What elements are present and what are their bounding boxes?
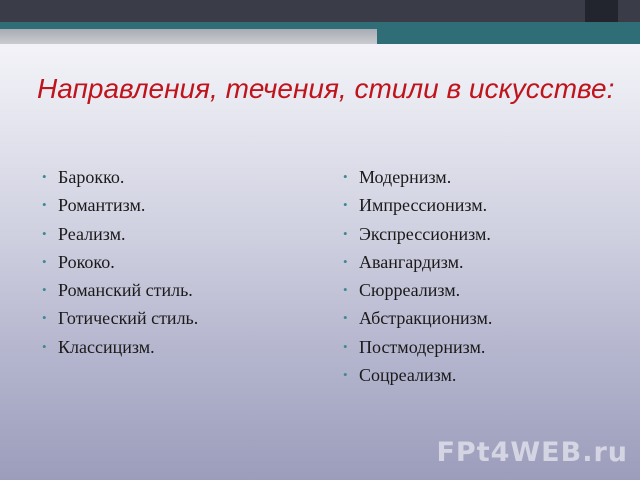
list-item	[42, 276, 198, 304]
list-item	[42, 191, 198, 219]
list-item-label: Абстракционизм.	[359, 308, 493, 329]
list-item-label: Романтизм.	[58, 195, 146, 216]
header-strip-teal	[0, 22, 640, 29]
bullet-icon: •	[42, 253, 47, 269]
list-item-label: Романский стиль.	[58, 280, 193, 301]
bullet-icon: •	[343, 338, 348, 354]
list-item-label: Готический стиль.	[58, 308, 199, 329]
bullet-icon: •	[42, 310, 47, 326]
bullet-icon: •	[343, 282, 348, 298]
list-item	[343, 163, 492, 191]
left-style-list	[42, 163, 198, 361]
list-item-label: Барокко.	[58, 167, 125, 187]
bullet-icon: •	[42, 338, 47, 354]
bullet-icon: •	[42, 225, 47, 241]
bullet-icon: •	[343, 225, 348, 241]
bullet-icon: •	[343, 253, 348, 269]
slide-title: Направления, течения, стили в искусстве:	[37, 73, 615, 104]
list-item	[343, 220, 492, 248]
list-item	[343, 191, 492, 219]
list-item	[343, 304, 492, 332]
list-item-label: Классицизм.	[58, 336, 155, 357]
list-item	[42, 304, 198, 332]
list-item-label: Экспрессионизм.	[359, 223, 491, 244]
bullet-icon: •	[343, 197, 348, 213]
list-item	[343, 248, 492, 276]
list-item-label: Сюрреализм.	[359, 280, 461, 301]
header-accent-teal	[377, 29, 640, 44]
list-item-label: Рококо.	[58, 251, 115, 272]
list-item-label: Постмодернизм.	[359, 336, 486, 357]
bullet-icon: •	[343, 367, 348, 383]
bullet-icon: •	[343, 169, 348, 184]
list-item	[343, 361, 492, 389]
list-item-label: Соцреализм.	[359, 365, 457, 386]
list-item	[343, 333, 492, 361]
right-style-list	[343, 163, 492, 389]
list-item	[343, 276, 492, 304]
bullet-icon: •	[42, 197, 47, 213]
watermark-logo: FPt4WEB.ru	[436, 437, 628, 468]
bullet-icon: •	[42, 282, 47, 298]
list-item-label: Реализм.	[58, 223, 126, 244]
header-accent-dark	[585, 0, 618, 22]
list-item-label: Авангардизм.	[359, 251, 464, 272]
list-item-label: Модернизм.	[359, 167, 452, 187]
bullet-icon: •	[42, 169, 47, 184]
header-bar-dark	[0, 0, 640, 22]
list-item-label: Импрессионизм.	[359, 195, 488, 216]
list-item	[42, 163, 198, 191]
list-item	[42, 333, 198, 361]
list-item	[42, 248, 198, 276]
bullet-icon: •	[343, 310, 348, 326]
list-item	[42, 220, 198, 248]
